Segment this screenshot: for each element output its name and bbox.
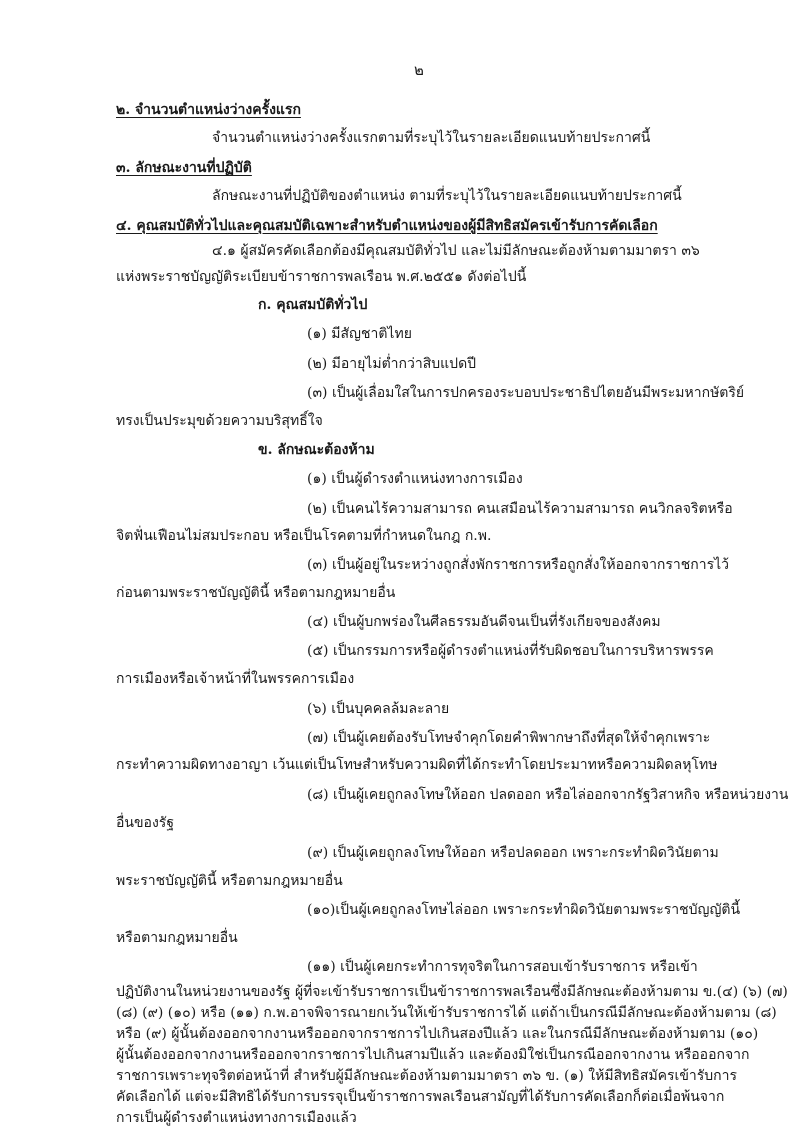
prohibition-3-line-1: (๓) เป็นผู้อยู่ในระหว่างถูกสั่งพักราชการหรือถูกสั่งให้ออกจากราชการไว้: [307, 557, 730, 573]
prohibition-6: (๖) เป็นบุคคลล้มละลาย: [307, 701, 450, 717]
page-number: ๒: [414, 61, 424, 79]
prohibition-1: (๑) เป็นผู้ดำรงตำแหน่งทางการเมือง: [307, 471, 523, 487]
prohibition-2-line-2: จิตฟั่นเฟือนไม่สมประกอบ หรือเป็นโรคตามที่กำหนดในกฎ ก.พ.: [116, 528, 492, 544]
section-3-body: ลักษณะงานที่ปฏิบัติของตำแหน่ง ตามที่ระบุไว้ในรายละเอียดแนบท้ายประกาศนี้: [212, 188, 682, 204]
prohibition-9-line-2: พระราชบัญญัตินี้ หรือตามกฎหมายอื่น: [116, 873, 343, 889]
prohibition-11-line-1: (๑๑) เป็นผู้เคยกระทำการทุจริตในการสอบเข้ารับราชการ หรือเข้า: [307, 959, 698, 975]
prohibition-7-line-2: กระทำความผิดทางอาญา เว้นแต่เป็นโทษสำหรับความผิดที่ได้กระทำโดยประมาทหรือความผิดลหุโทษ: [116, 757, 718, 773]
qualification-3-line-1: (๓) เป็นผู้เลื่อมใสในการปกครองระบอบประชาธิปไตยอันมีพระมหากษัตริย์: [307, 385, 745, 401]
prohibition-8-line-1: (๘) เป็นผู้เคยถูกลงโทษให้ออก ปลดออก หรือไล่ออกจากรัฐวิสาหกิจ หรือหน่วยงาน: [307, 787, 789, 803]
prohibition-4: (๔) เป็นผู้บกพร่องในศีลธรรมอันดีจนเป็นที่รังเกียจของสังคม: [307, 614, 661, 630]
prohibition-5-line-1: (๕) เป็นกรรมการหรือผู้ดำรงตำแหน่งที่รับผิดชอบในการบริหารพรรค: [307, 643, 714, 659]
prohibition-3-line-2: ก่อนตามพระราชบัญญัตินี้ หรือตามกฎหมายอื่น: [116, 585, 396, 601]
prohibition-11-line-7: คัดเลือกได้ แต่จะมีสิทธิได้รับการบรรจุเป็นข้าราชการพลเรือนสามัญที่ได้รับการคัดเลือกก็ต่อเมื่อพ้นจาก: [116, 1089, 725, 1105]
prohibition-11-line-8: การเป็นผู้ดำรงตำแหน่งทางการเมืองแล้ว: [116, 1110, 357, 1126]
prohibition-8-line-2: อื่นของรัฐ: [116, 815, 175, 831]
qualifications-heading: ก. คุณสมบัติทั่วไป: [258, 297, 368, 313]
qualification-3-line-2: ทรงเป็นประมุขด้วยความบริสุทธิ์ใจ: [116, 413, 323, 429]
section-4-heading: ๔. คุณสมบัติทั่วไปและคุณสมบัติเฉพาะสำหรับตำแหน่งของผู้มีสิทธิสมัครเข้ารับการคัดเลือก: [116, 218, 658, 234]
prohibition-11-line-4: หรือ (๙) ผู้นั้นต้องออกจากงานหรือออกจากราชการไปเกินสองปีแล้ว และในกรณีมีลักษณะต้องห้ามตาม (๑๐): [116, 1026, 759, 1042]
qualification-1: (๑) มีสัญชาติไทย: [307, 326, 412, 342]
section-4-1-line-2: แห่งพระราชบัญญัติระเบียบข้าราชการพลเรือน พ.ศ.๒๕๕๑ ดังต่อไปนี้: [116, 269, 527, 285]
prohibition-10-line-1: (๑๐)เป็นผู้เคยถูกลงโทษไล่ออก เพราะกระทำผิดวินัยตามพระราชบัญญัตินี้: [307, 902, 741, 918]
qualification-2: (๒) มีอายุไม่ต่ำกว่าสิบแปดปี: [307, 356, 477, 372]
section-4-1-line-1: ๔.๑ ผู้สมัครคัดเลือกต้องมีคุณสมบัติทั่วไป และไม่มีลักษณะต้องห้ามตามมาตรา ๓๖: [212, 243, 700, 259]
prohibition-5-line-2: การเมืองหรือเจ้าหน้าที่ในพรรคการเมือง: [116, 671, 355, 687]
prohibition-11-line-5: ผู้นั้นต้องออกจากงานหรือออกจากราชการไปเกินสามปีแล้ว และต้องมิใช่เป็นกรณีออกจากงาน หรือออกจาก: [116, 1047, 750, 1063]
section-2-heading: ๒. จำนวนตำแหน่งว่างครั้งแรก: [116, 102, 301, 118]
prohibition-11-line-3: (๘) (๙) (๑๐) หรือ (๑๑) ก.พ.อาจพิจารณายกเว้นให้เข้ารับราชการได้ แต่ถ้าเป็นกรณีมีลักษณะต้องห้ามตาม (๘): [116, 1005, 777, 1021]
section-3-heading: ๓. ลักษณะงานที่ปฏิบัติ: [116, 160, 252, 176]
prohibition-10-line-2: หรือตามกฎหมายอื่น: [116, 930, 238, 946]
prohibition-11-line-6: ราชการเพราะทุจริตต่อหน้าที่ สำหรับผู้มีลักษณะต้องห้ามตามมาตรา ๓๖ ข. (๑) ให้มีสิทธิสมัครเข้ารับการ: [116, 1068, 738, 1084]
prohibition-9-line-1: (๙) เป็นผู้เคยถูกลงโทษให้ออก หรือปลดออก เพราะกระทำผิดวินัยตาม: [307, 845, 719, 861]
prohibitions-heading: ข. ลักษณะต้องห้าม: [258, 442, 375, 458]
prohibition-7-line-1: (๗) เป็นผู้เคยต้องรับโทษจำคุกโดยคำพิพากษาถึงที่สุดให้จำคุกเพราะ: [307, 730, 711, 746]
prohibition-2-line-1: (๒) เป็นคนไร้ความสามารถ คนเสมือนไร้ความสามารถ คนวิกลจริตหรือ: [307, 501, 733, 517]
prohibition-11-line-2: ปฏิบัติงานในหน่วยงานของรัฐ ผู้ที่จะเข้ารับราชการเป็นข้าราชการพลเรือนซึ่งมีลักษณะต้องห้ามตาม ข.(๔) (๖) (๗): [116, 984, 788, 1000]
section-2-body: จำนวนตำแหน่งว่างครั้งแรกตามที่ระบุไว้ในรายละเอียดแนบท้ายประกาศนี้: [212, 130, 651, 146]
